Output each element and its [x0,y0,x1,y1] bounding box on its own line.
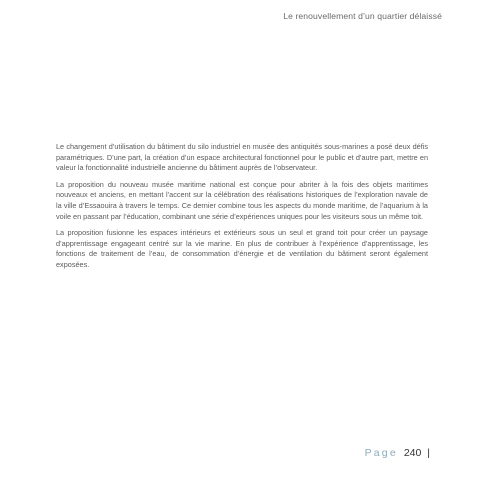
paragraph-3: La proposition fusionne les espaces intérieurs et extérieurs sous un seul et grand toit pour créer un paysage d’apprentissage engageant centré sur la vie marine. En plus de contribuer à l’expérience d’apprentissage, les fonctions de traitement de l’eau, de consommation d’énergie et de ventilation du bâtiment seront également exposées. [56,228,428,269]
body-text [56,142,428,277]
page-label: Page [364,447,398,459]
paragraph-1: Le changement d’utilisation du bâtiment du silo industriel en musée des antiquités sous-marines a posé deux défis paramétriques. D’une part, la création d’un espace architectural fonctionnel pour le public et d’autre part, mettre en valeur la fonctionnalité industrielle ancienne du bâtiment auprès de l’observateur. [56,142,428,173]
page-number: 240 [403,447,422,459]
running-header-title: Le renouvellement d’un quartier délaissé [283,11,442,21]
page-number-separator: | [427,447,430,459]
page-footer [365,447,430,459]
paragraph-2: La proposition du nouveau musée maritime national est conçue pour abriter à la fois des objets maritimes nouveaux et anciens, en mettant l’accent sur la célébration des réalisations historiques de l’exploration navale de la ville d’Essaouira à travers le temps. Ce dernier combine tous les aspects du monde maritime, de l’aquarium à la voile en passant par l’éducation, combinant une série d’expériences uniques pour les visiteurs sous un même toit. [56,179,428,221]
